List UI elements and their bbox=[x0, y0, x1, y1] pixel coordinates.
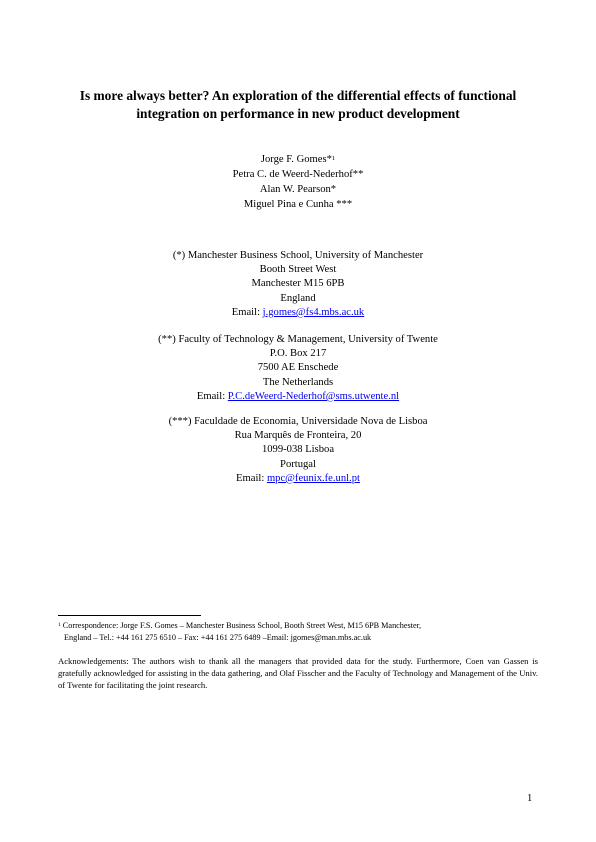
affiliation-line: Manchester M15 6PB bbox=[251, 278, 345, 290]
footnote-line-2: England – Tel.: +44 161 275 6510 – Fax: +44 161 275 6489 –Email: jgomes@man.mbs.ac.uk bbox=[64, 632, 372, 642]
acknowledgements: Acknowledgements: The authors wish to thank all the managers that provided data for the study. Furthermore, Coen van Gassen is gratefully acknowledged for assisting in the data gathering, and Olaf Fisscher and the Faculty of Technology and Management of the Univ. of Twente for facilitating the joint research. bbox=[58, 656, 538, 690]
email-link[interactable]: j.gomes@fs4.mbs.ac.uk bbox=[262, 306, 365, 318]
paper-title bbox=[40, 87, 556, 123]
author-4: Miguel Pina e Cunha *** bbox=[243, 199, 353, 210]
affiliation-line: (**) Faculty of Technology & Management, University of Twente bbox=[158, 334, 438, 345]
affiliation-line: 7500 AE Enschede bbox=[257, 362, 339, 374]
author-2: Petra C. de Weerd-Nederhof** bbox=[232, 169, 364, 180]
email-label: Email: bbox=[231, 306, 263, 318]
email-row bbox=[0, 306, 596, 320]
footnote-divider bbox=[58, 615, 201, 616]
affiliation-twente bbox=[0, 333, 596, 404]
footnote-marker[interactable]: 1 bbox=[331, 155, 336, 162]
footnote-number: 1 bbox=[58, 622, 61, 628]
affiliation-line: England bbox=[280, 292, 316, 304]
email-label: Email: bbox=[236, 472, 267, 484]
email-link[interactable]: mpc@feunix.fe.unl.pt bbox=[266, 472, 360, 484]
affiliation-line: P.O. Box 217 bbox=[269, 348, 327, 360]
email-link[interactable]: P.C.deWeerd-Nederhof@sms.utwente.nl bbox=[227, 390, 400, 402]
author-1-name: Jorge F. Gomes* bbox=[260, 154, 332, 165]
author-list bbox=[0, 152, 596, 212]
footnote-text-1: Correspondence: Jorge F.S. Gomes – Manchester Business School, Booth Street West, M15 6PB Manchester, bbox=[60, 621, 422, 630]
affiliation-line: (*) Manchester Business School, University of Manchester bbox=[172, 250, 424, 261]
affiliation-line: Booth Street West bbox=[259, 264, 337, 276]
footnote-line-1 bbox=[58, 620, 548, 632]
affiliation-line: 1099-038 Lisboa bbox=[261, 444, 335, 456]
page-number: 1 bbox=[527, 793, 533, 804]
email-row bbox=[0, 472, 596, 486]
affiliation-line: (***) Faculdade de Economia, Universidade Nova de Lisboa bbox=[168, 416, 428, 427]
email-label: Email: bbox=[196, 390, 228, 402]
affiliation-line: The Netherlands bbox=[262, 376, 334, 388]
affiliation-lisboa bbox=[0, 415, 596, 486]
email-row bbox=[0, 390, 596, 404]
affiliation-line: Portugal bbox=[280, 458, 316, 470]
footnote-correspondence bbox=[58, 620, 548, 643]
title-line-1: Is more always better? An exploration of the differential effects of functional bbox=[79, 88, 517, 103]
author-1 bbox=[0, 152, 596, 167]
affiliation-manchester bbox=[0, 249, 596, 320]
title-line-2: integration on performance in new product development bbox=[136, 106, 460, 121]
author-3: Alan W. Pearson* bbox=[259, 184, 337, 195]
affiliation-line: Rua Marquês de Fronteira, 20 bbox=[234, 430, 362, 442]
